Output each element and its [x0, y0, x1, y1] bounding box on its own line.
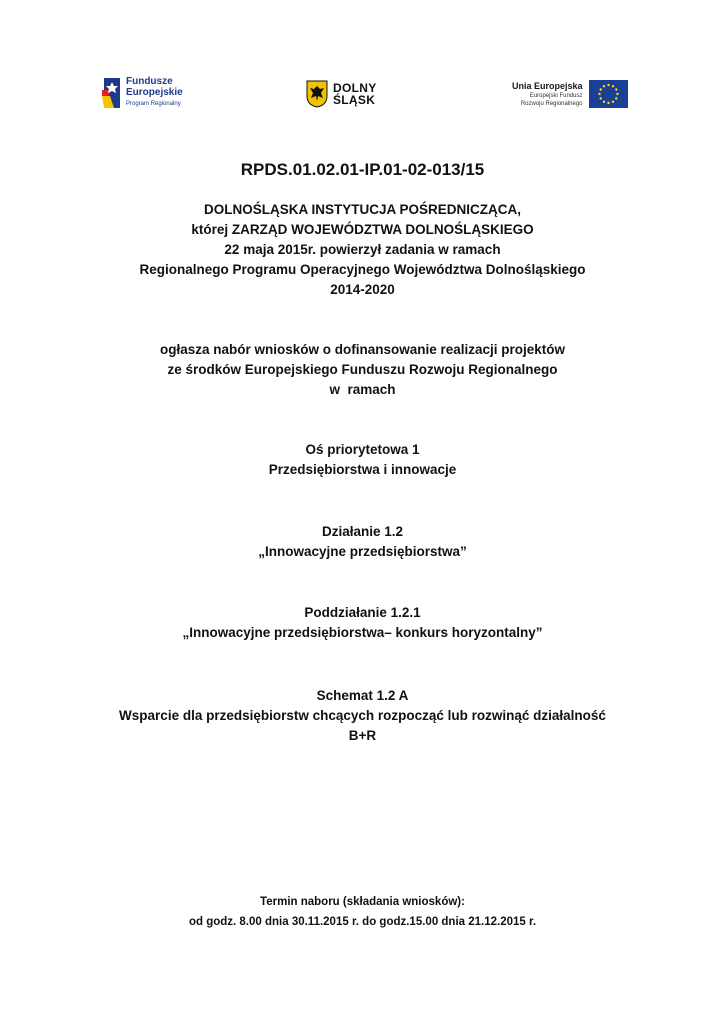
- fundusze-europejskie-logo: [100, 76, 183, 110]
- institution-line: której ZARZĄD WOJEWÓDZTWA DOLNOŚLĄSKIEGO: [191, 222, 534, 237]
- action-block: [60, 522, 665, 562]
- scheme-block: [60, 686, 665, 746]
- institution-line: Regionalnego Programu Operacyjnego Województwa Dolnośląskiego: [139, 262, 586, 277]
- ds-logo-line1: DOLNY: [333, 81, 377, 95]
- deadline-dates: od godz. 8.00 dnia 30.11.2015 r. do godz.15.00 dnia 21.12.2015 r.: [188, 916, 537, 928]
- eu-flag-icon: [589, 80, 628, 108]
- fe-logo-line1: Fundusze: [126, 76, 173, 87]
- eagle-coat-of-arms-icon: [306, 80, 328, 108]
- ds-logo-line2: ŚLĄSK: [333, 93, 376, 107]
- subaction-title: „Innowacyjne przedsiębiorstwa– konkurs horyzontalny”: [182, 625, 543, 640]
- dolny-slask-logo: [306, 80, 377, 108]
- action-title: „Innowacyjne przedsiębiorstwa”: [258, 544, 467, 559]
- institution-line: DOLNOŚLĄSKA INSTYTUCJA POŚREDNICZĄCA,: [203, 202, 521, 217]
- announcement-line: ze środków Europejskiego Funduszu Rozwoju Regionalnego: [167, 362, 558, 377]
- fundusze-europejskie-emblem-icon: [100, 76, 122, 110]
- ue-logo-line3: Rozwoju Regionalnego: [520, 100, 583, 107]
- priority-axis-title: Przedsiębiorstwa i innowacje: [268, 462, 457, 477]
- unia-europejska-logo: [512, 80, 628, 108]
- scheme-suffix: B+R: [348, 728, 377, 743]
- action-number: Działanie 1.2: [321, 524, 404, 539]
- priority-axis-block: [60, 440, 665, 480]
- deadline-label: Termin naboru (składania wniosków):: [260, 896, 465, 908]
- announcement-line: w ramach: [329, 382, 396, 397]
- document-code: [60, 158, 665, 182]
- announcement-block: [60, 340, 665, 400]
- subaction-block: [60, 603, 665, 643]
- institution-line: 22 maja 2015r. powierzył zadania w ramach: [224, 242, 501, 257]
- institution-block: [60, 200, 665, 300]
- fe-logo-line2: Europejskie: [126, 87, 183, 98]
- ue-logo-line2: Europejski Fundusz: [529, 92, 583, 99]
- scheme-title: Wsparcie dla przedsiębiorstw chcących rozpocząć lub rozwinąć działalność: [119, 708, 606, 723]
- priority-axis-number: Oś priorytetowa 1: [305, 442, 420, 457]
- deadline-block: [60, 892, 665, 932]
- fe-logo-line3: Program Regionalny: [126, 101, 181, 107]
- announcement-line: ogłasza nabór wniosków o dofinansowanie realizacji projektów: [159, 342, 566, 357]
- institution-line: 2014-2020: [330, 282, 395, 297]
- subaction-number: Poddziałanie 1.2.1: [304, 605, 421, 620]
- ue-logo-line1: Unia Europejska: [512, 80, 583, 91]
- document-code-text: RPDS.01.02.01-IP.01-02-013/15: [240, 160, 485, 179]
- scheme-number: Schemat 1.2 A: [316, 688, 409, 703]
